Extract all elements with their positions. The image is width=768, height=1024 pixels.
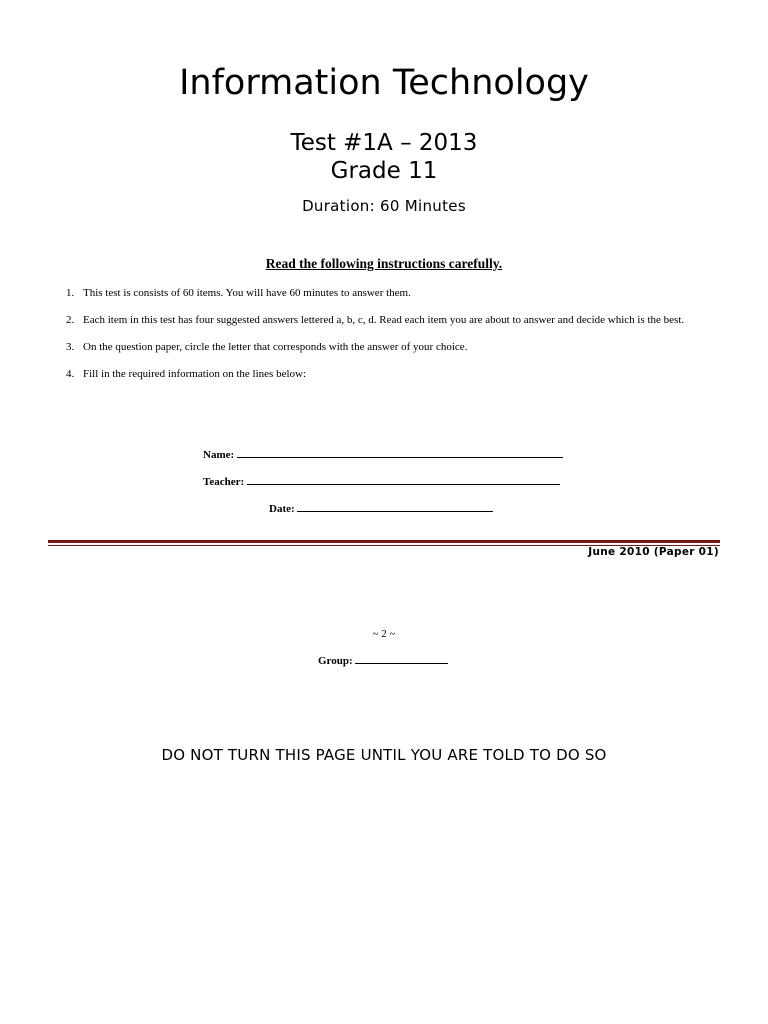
- instructions-list: [66, 287, 706, 395]
- name-blank-line[interactable]: [237, 447, 563, 458]
- paper-note: June 2010 (Paper 01): [588, 546, 719, 558]
- duration-label: Duration: 60 Minutes: [302, 197, 466, 215]
- grade-label: Grade 11: [330, 158, 438, 184]
- test-name: Test #1A – 2013: [290, 130, 478, 156]
- instruction-text: This test is consists of 60 items. You will have 60 minutes to answer them.: [83, 287, 411, 299]
- instruction-number: 2.: [66, 314, 75, 326]
- instruction-number: 3.: [66, 341, 75, 353]
- footer-divider: [48, 540, 720, 543]
- group-label: Group:: [318, 655, 353, 667]
- instruction-item: [66, 287, 706, 300]
- group-field[interactable]: [318, 653, 448, 668]
- instruction-item: [66, 314, 706, 327]
- warning-text: DO NOT TURN THIS PAGE UNTIL YOU ARE TOLD TO DO SO: [161, 746, 607, 764]
- teacher-label: Teacher:: [203, 476, 245, 488]
- page-number: ~ 2 ~: [372, 628, 396, 640]
- name-label: Name:: [203, 449, 235, 461]
- instruction-text: Fill in the required information on the lines below:: [83, 368, 307, 380]
- instruction-item: [66, 368, 706, 381]
- document-title: Information Technology: [179, 63, 589, 103]
- instruction-text: On the question paper, circle the letter that corresponds with the answer of your choice.: [83, 341, 468, 353]
- instruction-number: 4.: [66, 368, 75, 380]
- instruction-item: [66, 341, 706, 354]
- date-field[interactable]: [269, 501, 493, 516]
- date-blank-line[interactable]: [297, 501, 493, 512]
- name-field[interactable]: [203, 447, 563, 462]
- instruction-text: Each item in this test has four suggested answers lettered a, b, c, d. Read each item you are about to answer and decide which is the best.: [83, 314, 685, 326]
- date-label: Date:: [269, 503, 295, 515]
- teacher-field[interactable]: [203, 474, 560, 489]
- teacher-blank-line[interactable]: [247, 474, 560, 485]
- instruction-number: 1.: [66, 287, 75, 299]
- instructions-heading: Read the following instructions carefully.: [265, 256, 503, 271]
- group-blank-line[interactable]: [355, 653, 448, 664]
